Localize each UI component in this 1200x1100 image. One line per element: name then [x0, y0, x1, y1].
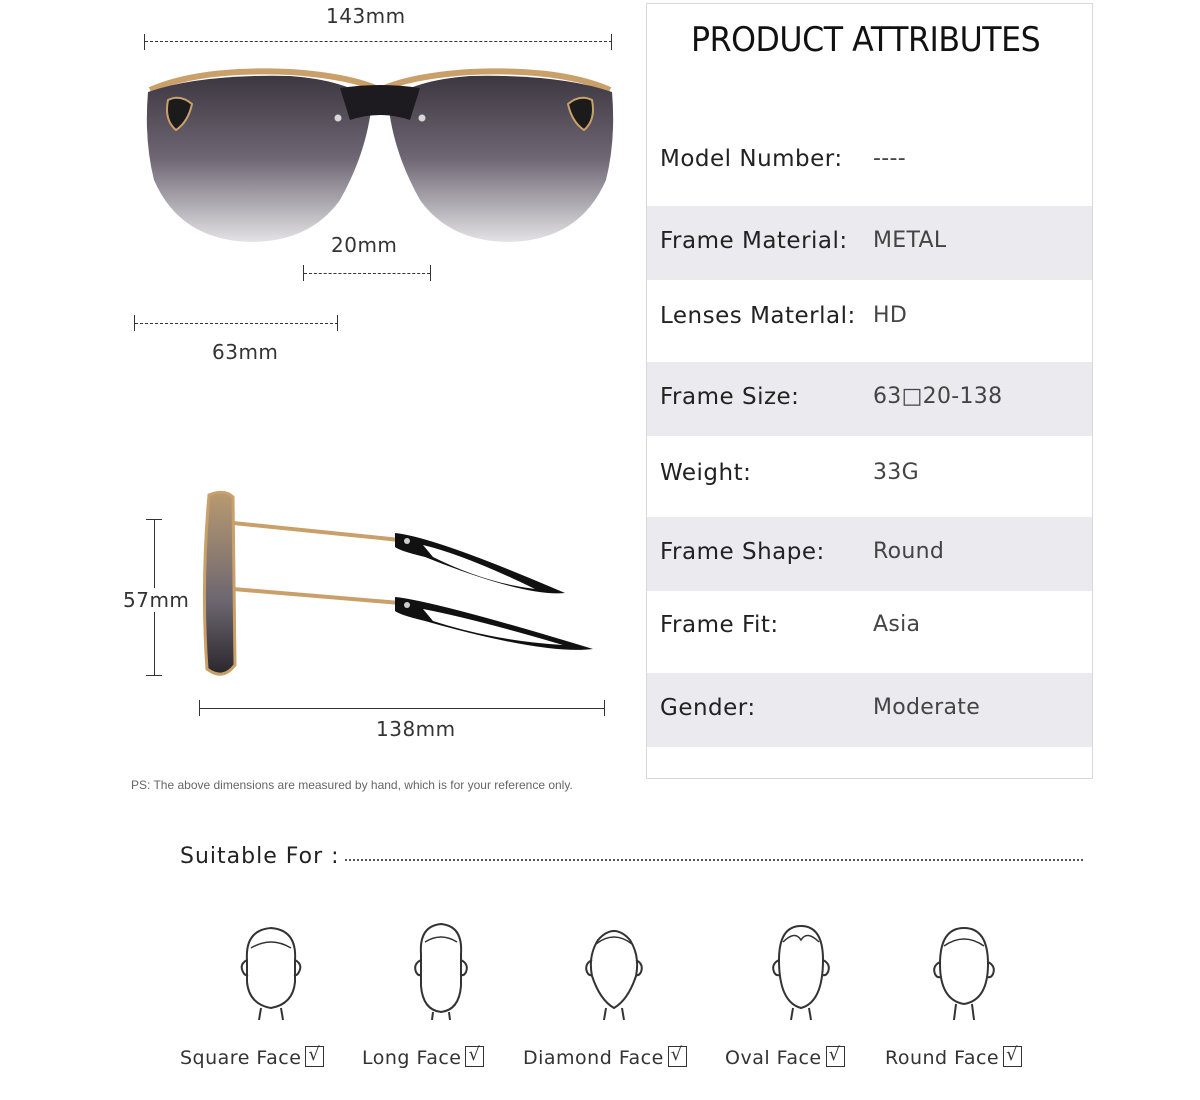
attr-row-frame-size	[647, 362, 1092, 436]
measurement-note: PS: The above dimensions are measured by hand, which is for your reference only.	[131, 778, 573, 792]
checkmark-icon	[826, 1046, 845, 1067]
attr-key: Frame Material:	[660, 228, 848, 254]
lens-height-label: 57mm	[123, 588, 190, 612]
round-face-icon	[928, 920, 1000, 1020]
face-label-text: Round Face	[885, 1047, 1000, 1069]
checkmark-icon	[305, 1046, 324, 1067]
sunglasses-front-image	[140, 60, 620, 250]
lens-width-tick-left	[134, 315, 135, 331]
attr-row-frame-fit	[647, 590, 1092, 664]
temple-length-label: 138mm	[376, 717, 456, 741]
total-width-line	[145, 41, 612, 42]
attr-value: Asia	[873, 612, 921, 637]
face-label-text: Long Face	[362, 1047, 462, 1069]
lens-width-tick-right	[337, 315, 338, 331]
attr-row-gender	[647, 673, 1092, 747]
attr-row-lenses-material	[647, 281, 1092, 355]
diamond-face-label	[523, 1046, 687, 1069]
bridge-line	[304, 273, 430, 274]
lens-width-label: 63mm	[212, 340, 279, 364]
bridge-tick-left	[303, 265, 304, 281]
square-face-icon	[235, 920, 307, 1020]
square-face-label	[180, 1046, 324, 1069]
temple-length-tick-left	[199, 700, 200, 716]
bridge-label: 20mm	[331, 233, 398, 257]
attr-key: Lenses Materlal:	[660, 303, 856, 329]
face-label-text: Diamond Face	[523, 1047, 664, 1069]
attr-value: 63□20-138	[873, 384, 1003, 409]
dotted-divider	[345, 859, 1083, 861]
bridge-tick-right	[430, 265, 431, 281]
attr-key: Frame Shape:	[660, 539, 825, 565]
attr-row-frame-shape	[647, 517, 1092, 591]
face-label-text: Oval Face	[725, 1047, 822, 1069]
sunglasses-side-image	[195, 485, 605, 685]
attr-key: Frame Fit:	[660, 612, 779, 638]
attr-value: Round	[873, 539, 945, 564]
total-width-tick-right	[611, 34, 612, 50]
checkmark-icon	[668, 1046, 687, 1067]
attr-row-frame-material	[647, 206, 1092, 280]
attr-row-model-number	[647, 124, 1092, 198]
long-face-icon	[405, 920, 477, 1020]
attr-value: METAL	[873, 228, 947, 253]
attr-key: Frame Size:	[660, 384, 800, 410]
diamond-face-icon	[578, 920, 650, 1020]
attr-key: Gender:	[660, 695, 756, 721]
attr-value: Moderate	[873, 695, 981, 720]
oval-face-icon	[765, 920, 837, 1020]
oval-face-label	[725, 1046, 845, 1069]
long-face-label	[362, 1046, 484, 1069]
total-width-tick-left	[144, 34, 145, 50]
attr-value: 33G	[873, 460, 919, 485]
attributes-title: PRODUCT ATTRIBUTES	[691, 20, 1041, 60]
product-attributes-panel	[646, 3, 1093, 779]
attr-key: Weight:	[660, 460, 752, 486]
total-width-label: 143mm	[326, 4, 406, 28]
temple-length-line	[200, 708, 605, 709]
attr-value: ----	[873, 146, 906, 171]
attr-row-weight	[647, 438, 1092, 512]
lens-width-line	[135, 323, 338, 324]
attr-value: HD	[873, 303, 908, 328]
round-face-label	[885, 1046, 1022, 1069]
suitable-for-title: Suitable For :	[180, 844, 340, 869]
checkmark-icon	[1003, 1046, 1022, 1067]
lens-height-tick-bottom	[146, 675, 162, 676]
attr-key: Model Number:	[660, 146, 843, 172]
face-label-text: Square Face	[180, 1047, 302, 1069]
temple-length-tick-right	[604, 700, 605, 716]
checkmark-icon	[465, 1046, 484, 1067]
